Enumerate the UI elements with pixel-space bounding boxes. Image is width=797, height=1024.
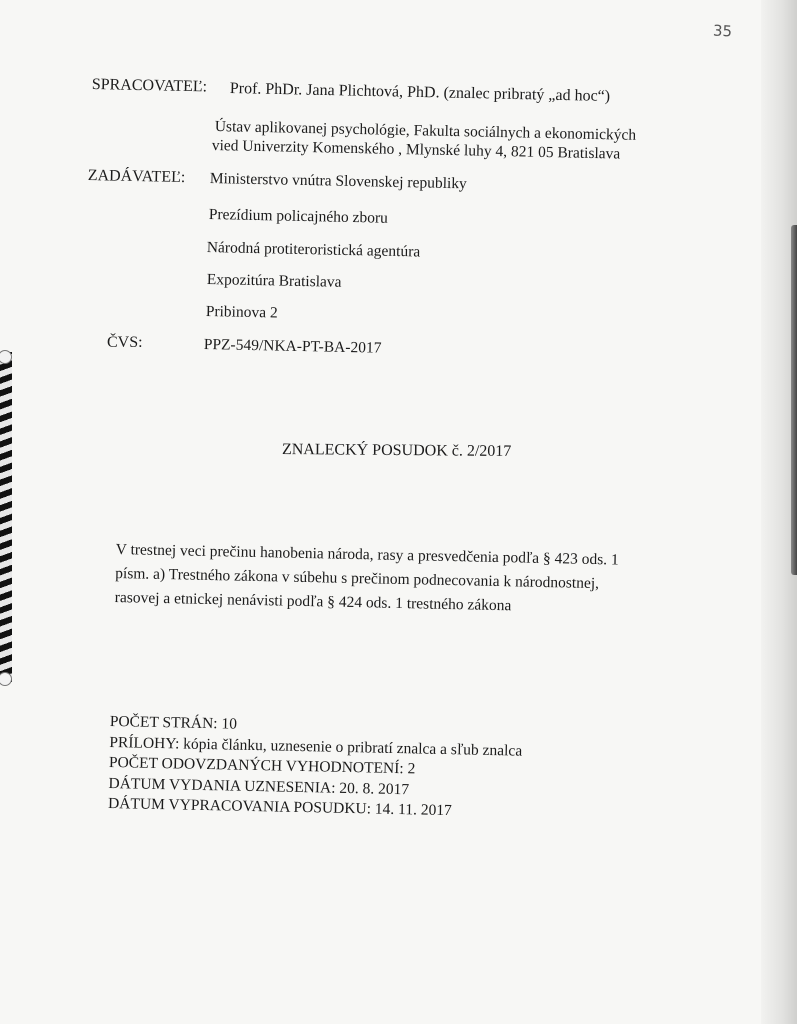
zadavatel-line: Expozitúra Bratislava [206, 271, 342, 291]
spracovatel-name: Prof. PhDr. Jana Plichtová, PhD. (znalec pribratý „ad hoc“) [229, 80, 611, 105]
spracovatel-address-line1: Ústav aplikovanej psychológie, Fakulta sociálnych a ekonomických [214, 118, 637, 144]
report-date: DÁTUM VYPRACOVANIA POSUDKU: 14. 11. 2017 [107, 794, 452, 820]
zadavatel-label: ZADÁVATEĽ: [87, 167, 186, 187]
device-side-edge [791, 225, 797, 575]
attachments: PRÍLOHY: kópia článku, uznesenie o pribratí znalca a sľub znalca [109, 733, 523, 760]
handwritten-page-number: 35 [712, 21, 733, 41]
zadavatel-line: Pribinova 2 [205, 303, 278, 322]
zadavatel-line: Ministerstvo vnútra Slovenskej republiky [209, 170, 467, 193]
resolution-date: DÁTUM VYDANIA UZNESENIA: 20. 8. 2017 [108, 774, 410, 798]
case-description-line: písm. a) Trestného zákona v súbehu s prečinom podnecovania k národnostnej, [115, 564, 600, 593]
spracovatel-address-line2: vied Univerzity Komenského , Mlynské luhy 4, 821 05 Bratislava [211, 137, 621, 163]
spracovatel-label: SPRACOVATEĽ: [91, 76, 208, 96]
binding-hole-bottom [0, 672, 12, 686]
case-description-line: V trestnej veci prečinu hanobenia národa, rasy a presvedčenia podľa § 423 ods. 1 [115, 540, 619, 569]
page-count: POČET STRÁN: 10 [109, 712, 238, 733]
evaluations-count: POČET ODOVZDANÝCH VYHODNOTENÍ: 2 [108, 753, 416, 778]
binding-cord [0, 352, 12, 682]
case-description [114, 538, 695, 622]
zadavatel-line: Národná protiteroristická agentúra [206, 239, 421, 261]
document-metadata [108, 712, 523, 823]
cvs-label: ČVS: [107, 334, 143, 351]
zadavatel-line: Prezídium policajného zboru [208, 206, 389, 227]
cvs-value: PPZ-549/NKA-PT-BA-2017 [203, 336, 382, 357]
document-title: ZNALECKÝ POSUDOK č. 2/2017 [281, 440, 512, 461]
case-description-line: rasovej a etnickej nenávisti podľa § 424 ods. 1 trestného zákona [114, 588, 512, 615]
